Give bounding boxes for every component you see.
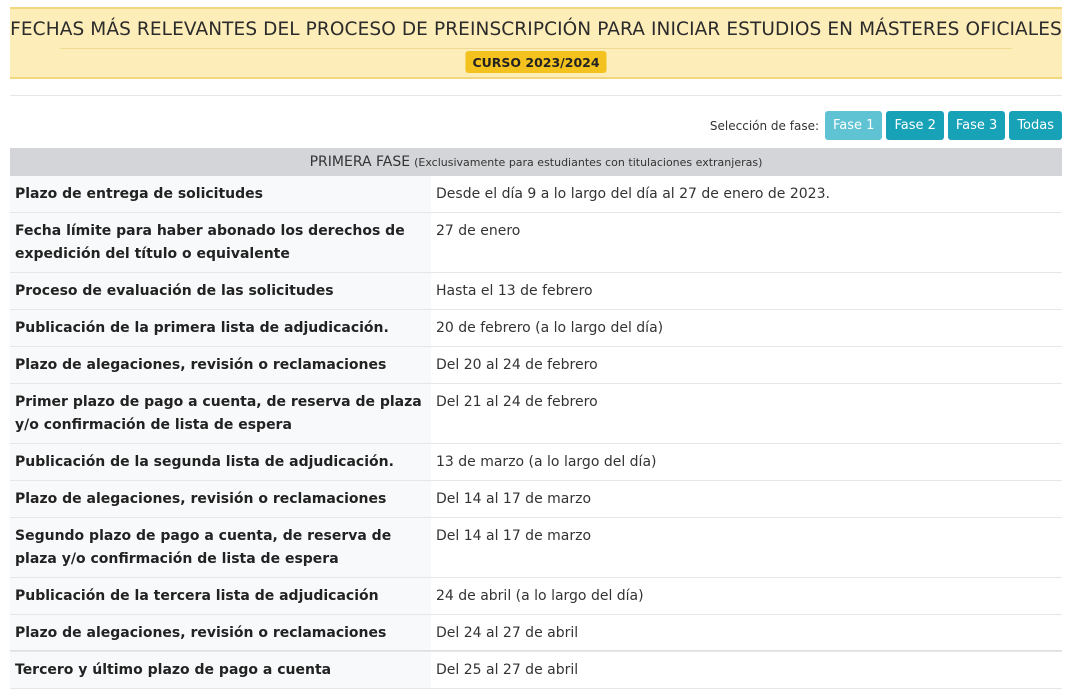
row-label: Proceso de evaluación de las solicitudes [10, 273, 431, 310]
row-value: Del 24 al 27 de abril [431, 615, 1062, 652]
row-label: Tercero y último plazo de pago a cuenta [10, 652, 431, 689]
row-value: 24 de abril (a lo largo del día) [431, 578, 1062, 615]
phase-1-button[interactable]: Fase 1 [825, 111, 882, 140]
table-row [10, 213, 1062, 273]
phase-header [10, 148, 1062, 176]
table-row [10, 310, 1062, 347]
page-title: FECHAS MÁS RELEVANTES DEL PROCESO DE PREINSCRIPCIÓN PARA INICIAR ESTUDIOS EN MÁSTERES OFICIALES [10, 19, 1062, 40]
dates-table [10, 176, 1062, 689]
row-label: Plazo de alegaciones, revisión o reclamaciones [10, 481, 431, 518]
row-label: Plazo de alegaciones, revisión o reclamaciones [10, 347, 431, 384]
phase-selector-label: Selección de fase: [709, 118, 819, 133]
row-value: Desde el día 9 a lo largo del día al 27 de enero de 2023. [431, 176, 1062, 213]
phase-title: PRIMERA FASE [309, 154, 411, 170]
phase-subtitle: (Exclusivamente para estudiantes con titulaciones extranjeras) [414, 155, 763, 169]
row-label: Segundo plazo de pago a cuenta, de reserva de plaza y/o confirmación de lista de espera [10, 518, 431, 578]
table-row [10, 444, 1062, 481]
row-value: 20 de febrero (a lo largo del día) [431, 310, 1062, 347]
row-value: Del 14 al 17 de marzo [431, 481, 1062, 518]
phase-3-button[interactable]: Fase 3 [948, 111, 1005, 140]
header-banner [10, 7, 1062, 79]
section-divider [10, 95, 1062, 96]
table-row [10, 273, 1062, 310]
row-label: Publicación de la tercera lista de adjudicación [10, 578, 431, 615]
row-value: Del 20 al 24 de febrero [431, 347, 1062, 384]
phase-2-button[interactable]: Fase 2 [886, 111, 943, 140]
table-row [10, 615, 1062, 652]
row-label: Plazo de entrega de solicitudes [10, 176, 431, 213]
row-label: Publicación de la primera lista de adjudicación. [10, 310, 431, 347]
table-row [10, 481, 1062, 518]
table-row [10, 578, 1062, 615]
table-row [10, 652, 1062, 689]
row-value: Del 14 al 17 de marzo [431, 518, 1062, 578]
row-value: 27 de enero [431, 213, 1062, 273]
phase-selector [710, 111, 1062, 140]
all-phases-button[interactable]: Todas [1009, 111, 1062, 140]
table-row [10, 347, 1062, 384]
row-value: Del 21 al 24 de febrero [431, 384, 1062, 444]
row-value: 13 de marzo (a lo largo del día) [431, 444, 1062, 481]
row-label: Primer plazo de pago a cuenta, de reserva de plaza y/o confirmación de lista de espera [10, 384, 431, 444]
row-label: Fecha límite para haber abonado los derechos de expedición del título o equivalente [10, 213, 431, 273]
course-badge: CURSO 2023/2024 [465, 51, 606, 73]
table-row [10, 384, 1062, 444]
table-row [10, 518, 1062, 578]
row-value: Del 25 al 27 de abril [431, 652, 1062, 689]
banner-divider [60, 48, 1012, 49]
row-label: Plazo de alegaciones, revisión o reclamaciones [10, 615, 431, 652]
table-row [10, 176, 1062, 213]
dates-table-section [10, 148, 1062, 689]
row-value: Hasta el 13 de febrero [431, 273, 1062, 310]
bottom-divider [10, 650, 1062, 651]
row-label: Publicación de la segunda lista de adjudicación. [10, 444, 431, 481]
